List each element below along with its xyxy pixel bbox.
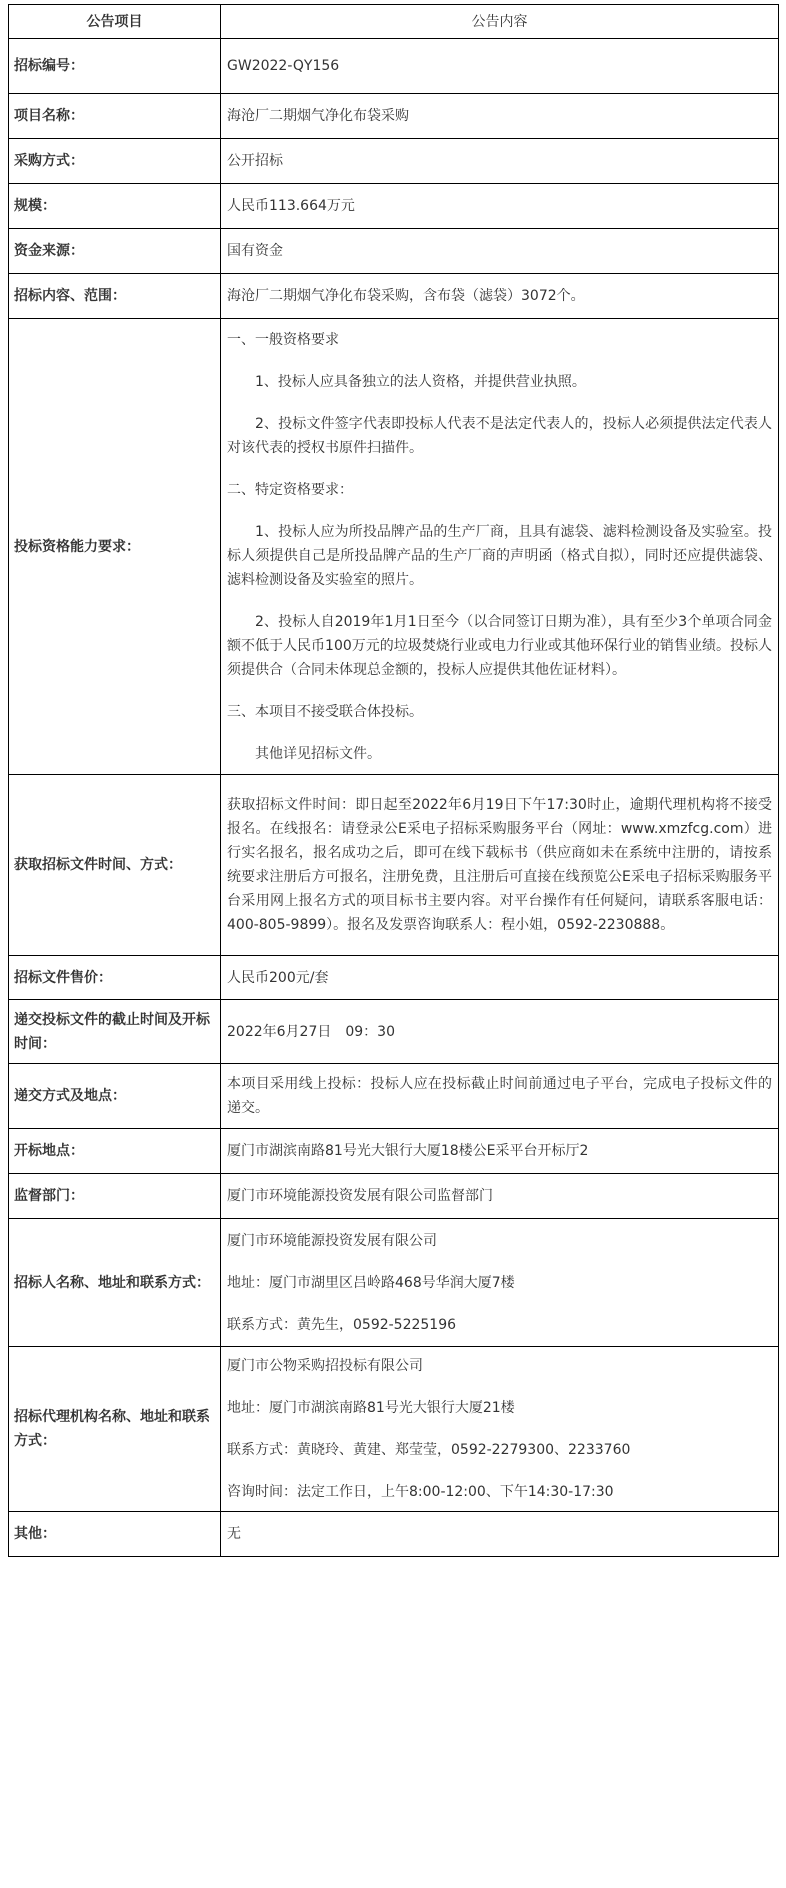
table-row [9, 229, 779, 274]
content-paragraph: 海沧厂二期烟气净化布袋采购 [227, 108, 409, 124]
table-row [9, 1064, 779, 1129]
row-label: 开标地点： [9, 1129, 221, 1174]
row-label: 规模： [9, 184, 221, 229]
row-content [221, 775, 779, 956]
table-row [9, 1219, 779, 1347]
row-content [221, 1129, 779, 1174]
row-label: 递交投标文件的截止时间及开标时间： [9, 1000, 221, 1064]
content-paragraph: 国有资金 [227, 243, 283, 259]
content-paragraph: 一、一般资格要求 [227, 331, 339, 348]
table-row [9, 956, 779, 1000]
table-row [9, 274, 779, 319]
row-content [221, 229, 779, 274]
content-paragraph: 本项目采用线上投标：投标人应在投标截止时间前通过电子平台，完成电子投标文件的递交。 [227, 1076, 772, 1116]
table-row [9, 1129, 779, 1174]
row-content [221, 1174, 779, 1219]
table-row [9, 184, 779, 229]
content-paragraph: 其他详见招标文件。 [255, 745, 381, 762]
content-paragraph: GW2022-QY156 [227, 58, 340, 74]
content-paragraph: 1、投标人应为所投品牌产品的生产厂商，且具有滤袋、滤料检测设备及实验室。投标人须提供自己是所投品牌产品的生产厂商的声明函（格式自拟），同时还应提供滤袋、滤料检测设备及实验室的照片。 [227, 523, 772, 588]
table-row [9, 1347, 779, 1512]
row-label: 获取招标文件时间、方式： [9, 775, 221, 956]
row-content [221, 1064, 779, 1129]
content-paragraph: 联系方式：黄先生，0592-5225196 [227, 1316, 457, 1333]
row-label: 项目名称： [9, 94, 221, 139]
header-content-column: 公告内容 [221, 5, 779, 39]
row-label: 监督部门： [9, 1174, 221, 1219]
content-paragraph: 厦门市环境能源投资发展有限公司监督部门 [227, 1188, 493, 1204]
content-paragraph: 厦门市公物采购招投标有限公司 [227, 1358, 423, 1374]
content-paragraph: 人民币113.664万元 [227, 198, 355, 214]
table-row [9, 1000, 779, 1064]
row-content [221, 1219, 779, 1347]
content-paragraph: 1、投标人应具备独立的法人资格，并提供营业执照。 [255, 373, 586, 390]
content-paragraph: 海沧厂二期烟气净化布袋采购，含布袋（滤袋）3072个。 [227, 288, 585, 304]
row-content [221, 274, 779, 319]
row-content [221, 956, 779, 1000]
content-paragraph: 无 [227, 1526, 241, 1542]
row-content [221, 1347, 779, 1512]
row-label: 递交方式及地点： [9, 1064, 221, 1129]
table-row [9, 139, 779, 184]
row-content [221, 139, 779, 184]
table-row [9, 1512, 779, 1557]
content-paragraph: 咨询时间：法定工作日，上午8:00-12:00、下午14:30-17:30 [227, 1484, 614, 1500]
table-row [9, 94, 779, 139]
row-label: 招标内容、范围： [9, 274, 221, 319]
row-content [221, 319, 779, 775]
table-row [9, 39, 779, 94]
content-paragraph: 2、投标文件签字代表即投标人代表不是法定代表人的，投标人必须提供法定代表人对该代表的授权书原件扫描件。 [227, 415, 772, 456]
table-header-row [9, 5, 779, 39]
row-label: 招标代理机构名称、地址和联系方式： [9, 1347, 221, 1512]
row-content [221, 94, 779, 139]
content-paragraph: 联系方式：黄晓玲、黄建、郑莹莹，0592-2279300、2233760 [227, 1442, 631, 1458]
table-row [9, 775, 779, 956]
header-item-column: 公告项目 [9, 5, 221, 39]
row-content [221, 184, 779, 229]
row-label: 采购方式： [9, 139, 221, 184]
announcement-table [8, 4, 779, 1557]
content-paragraph: 厦门市湖滨南路81号光大银行大厦18楼公E采平台开标厅2 [227, 1143, 589, 1159]
content-paragraph: 人民币200元/套 [227, 969, 329, 986]
row-content [221, 39, 779, 94]
content-paragraph: 二、特定资格要求： [227, 481, 353, 498]
table-row [9, 319, 779, 775]
row-content [221, 1512, 779, 1557]
table-row [9, 1174, 779, 1219]
row-label: 招标文件售价： [9, 956, 221, 1000]
content-paragraph: 公开招标 [227, 153, 283, 169]
row-label: 资金来源： [9, 229, 221, 274]
row-label: 招标编号： [9, 39, 221, 94]
announcement-document [8, 4, 778, 1557]
row-label: 其他： [9, 1512, 221, 1557]
content-paragraph: 2022年6月27日 09：30 [227, 1023, 395, 1040]
content-paragraph: 厦门市环境能源投资发展有限公司 [227, 1232, 437, 1249]
row-label: 招标人名称、地址和联系方式： [9, 1219, 221, 1347]
content-paragraph: 三、本项目不接受联合体投标。 [227, 703, 423, 720]
content-paragraph: 地址：厦门市湖滨南路81号光大银行大厦21楼 [227, 1400, 515, 1416]
content-paragraph: 地址：厦门市湖里区吕岭路468号华润大厦7楼 [227, 1274, 515, 1291]
content-paragraph: 2、投标人自2019年1月1日至今（以合同签订日期为准），具有至少3个单项合同金额不低于人民币100万元的垃圾焚烧行业或电力行业或其他环保行业的销售业绩。投标人须提供合（合同未体现总金额的，投标人应提供其他佐证材料）。 [227, 613, 772, 678]
row-content [221, 1000, 779, 1064]
row-label: 投标资格能力要求： [9, 319, 221, 775]
content-paragraph: 获取招标文件时间：即日起至2022年6月19日下午17:30时止，逾期代理机构将不接受报名。在线报名：请登录公E采电子招标采购服务平台（网址：www.xmzfcg.com）进行实名报名，报名成功之后，即可在线下载标书（供应商如未在系统中注册的，请按系统要求注册后方可报名，注册免费，且注册后可直接在线预览公E采电子招标采购服务平台采用网上报名方式的项目标书主要内容。对平台操作有任何疑问，请联系客服电话：400-805-9899）。报名及发票咨询联系人：程小姐，0592-2230888。 [227, 797, 772, 933]
